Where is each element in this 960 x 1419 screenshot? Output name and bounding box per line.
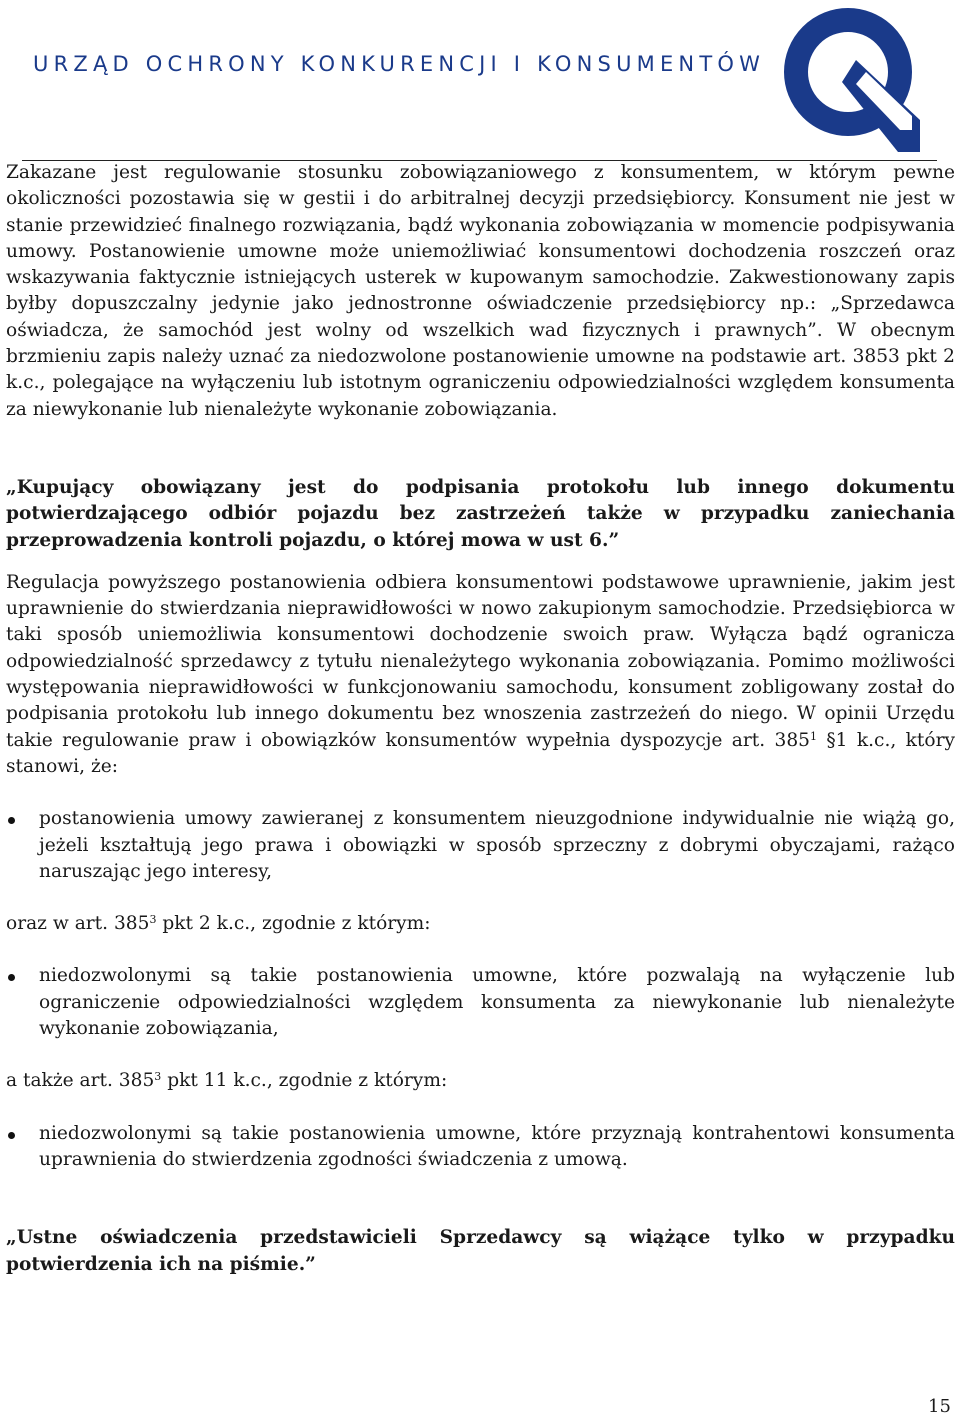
paragraph-2 xyxy=(6,570,955,780)
bullet-item-2 xyxy=(6,963,955,1042)
connector-text: oraz w art. 385 xyxy=(6,913,150,935)
page-header xyxy=(0,0,960,175)
paragraph-1: Zakazane jest regulowanie stosunku zobowiązaniowego z konsumentem, w którym pewne okoliczności pozostawia się w gestii i do arbitralnej decyzji przedsiębiorcy. Konsument nie jest w stanie przewidzieć finalnego rozwiązania, bądź wykonania zobowiązania w momencie podpisywania umowy. Postanowienie umowne może uniemożliwiać konsumentowi dochodzenia roszczeń oraz wskazywania faktycznie istniejących usterek w kupowanym samochodzie. Zakwestionowany zapis byłby dopuszczalny jedynie jako jednostronne oświadczenie przedsiębiorcy np.: „Sprzedawca oświadcza, że samochód jest wolny od wszelkich wad fizycznych i prawnych”. W obecnym brzmieniu zapis należy uznać za niedozwolone postanowienie umowne na podstawie art. 3853 pkt 2 k.c., polegające na wyłączeniu lub istotnym ograniczeniu odpowiedzialności względem konsumenta za niewykonanie lub nienależyte wykonanie zobowiązania. xyxy=(6,162,955,420)
quoted-clause-1: „Kupujący obowiązany jest do podpisania protokołu lub innego dokumentu potwierdzającego odbiór pojazdu bez zastrzeżeń także w przypadku zaniechania przeprowadzenia kontroli pojazdu, o której mowa w ust 6.” xyxy=(6,476,955,551)
superscript: 3 xyxy=(154,1070,162,1084)
bullet-item-3 xyxy=(6,1121,955,1174)
bullet-icon xyxy=(8,817,15,824)
superscript: 1 xyxy=(810,729,817,743)
document-body xyxy=(6,160,955,1278)
bullet-text: niedozwolonymi są takie postanowienia umowne, które pozwalają na wyłączenie lub ograniczenie odpowiedzialności względem konsumenta za niewykonanie lub nienależyte wykonanie zobowiązania, xyxy=(39,965,955,1040)
header-title: URZĄD OCHRONY KONKURENCJI I KONSUMENTÓW xyxy=(33,52,766,76)
bullet-text: postanowienia umowy zawieranej z konsumentem nieuzgodnione indywidualnie nie wiążą go, jeżeli kształtują jego prawa i obowiązki w sposób sprzeczny z dobrymi obyczajami, rażąco naruszając jego interesy, xyxy=(39,808,955,882)
bullet-item-1 xyxy=(6,806,955,885)
page-number: 15 xyxy=(928,1396,951,1417)
superscript: 3 xyxy=(149,913,157,927)
bullet-icon xyxy=(8,974,15,981)
bullet-text: niedozwolonymi są takie postanowienia umowne, które przyznają kontrahentowi konsumenta uprawnienia do stwierdzenia zgodności świadczenia z umową. xyxy=(39,1122,955,1170)
quoted-clause-2: „Ustne oświadczenia przedstawicieli Sprzedawcy są wiążące tylko w przypadku potwierdzenia ich na piśmie.” xyxy=(6,1227,955,1275)
paragraph-2-text: Regulacja powyższego postanowienia odbiera konsumentowi podstawowe uprawnienie, jakim jest uprawnienie do stwierdzania nieprawidłowości w nowo zakupionym samochodzie. Przedsiębiorca w taki sposób uniemożliwia konsumentowi dochodzenie swoich praw. Wyłącza bądź ogranicza odpowiedzialność sprzedawcy z tytułu nienależytego wykonania zobowiązania. Pomimo możliwości występowania nieprawidłowości w funkcjonowaniu samochodu, konsument zobligowany został do podpisania protokołu lub innego dokumentu bez wnoszenia zastrzeżeń do niego. W opinii Urzędu takie regulowanie praw i obowiązków konsumentów wypełnia dyspozycje art. 385 xyxy=(6,571,955,751)
connector-line-1 xyxy=(6,911,955,937)
bullet-icon xyxy=(8,1132,15,1139)
connector-line-2 xyxy=(6,1068,955,1094)
connector-text: a także art. 385 xyxy=(6,1070,155,1092)
connector-tail: pkt 11 k.c., zgodnie z którym: xyxy=(161,1070,448,1092)
paragraph-2-tail: §1 k.c., który stanowi, że: xyxy=(6,729,955,777)
connector-tail: pkt 2 k.c., zgodnie z którym: xyxy=(156,913,431,935)
uokik-logo-icon xyxy=(780,0,920,152)
